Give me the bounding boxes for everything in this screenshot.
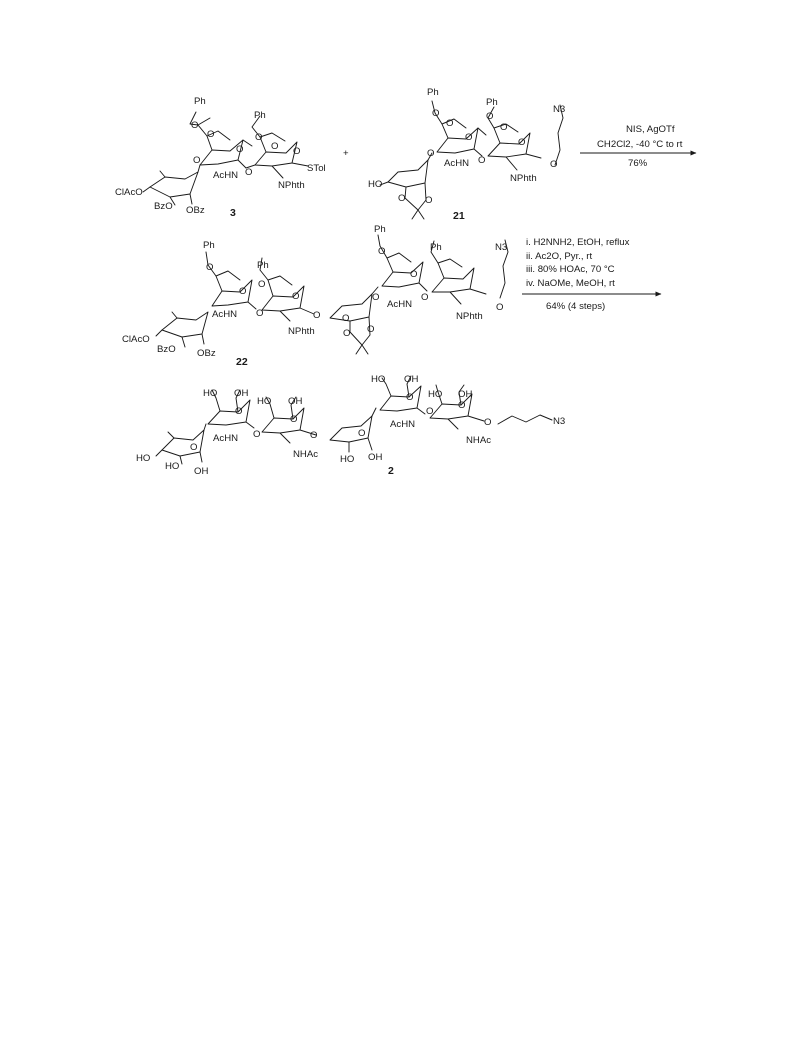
c22-label: Ph xyxy=(374,224,386,235)
step2-condition-3: iii. 80% HOAc, 70 °C xyxy=(526,264,615,275)
c2-label: O xyxy=(358,428,366,439)
c21-label: NPhth xyxy=(510,173,537,184)
c21-label: O xyxy=(550,159,558,170)
c3-label: O xyxy=(245,167,253,178)
c22-label: O xyxy=(421,292,429,303)
compound-2-number: 2 xyxy=(388,465,394,477)
c22-label: O xyxy=(378,246,386,257)
c3-label: ClAcO xyxy=(115,187,143,198)
c2-label: OH xyxy=(288,396,303,407)
c22-label: O xyxy=(292,291,300,302)
step1-solvent: CH2Cl2, -40 °C to rt xyxy=(597,139,683,150)
c2-label: OH xyxy=(404,374,419,385)
c22-label: Ph xyxy=(430,242,442,253)
compound-3-structure xyxy=(115,96,326,219)
plus-sign: + xyxy=(343,148,349,159)
compound-21-number: 21 xyxy=(453,210,465,222)
c2-label: O xyxy=(253,429,261,440)
c3-label: Ph xyxy=(194,96,206,107)
c21-label: O xyxy=(425,195,433,206)
c2-label: HO xyxy=(257,396,272,407)
c22-label: OBz xyxy=(197,348,216,359)
c2-label: HO xyxy=(203,388,218,399)
c2-label: HO xyxy=(340,454,355,465)
c21-label: O xyxy=(518,137,526,148)
c21-label: HO xyxy=(368,179,383,190)
c22-label: O xyxy=(410,269,418,280)
c3-label: AcHN xyxy=(213,170,239,181)
c22-label: NPhth xyxy=(456,311,483,322)
c22-label: Ph xyxy=(257,260,269,271)
c3-label: O xyxy=(193,155,201,166)
c2-label: AcHN xyxy=(213,433,239,444)
c22-label: N3 xyxy=(495,242,508,253)
compound-22-structure xyxy=(122,224,508,368)
c2-label: AcHN xyxy=(390,419,416,430)
c3-label: O xyxy=(255,132,263,143)
c3-label: O xyxy=(236,144,244,155)
c21-label: Ph xyxy=(427,87,439,98)
c2-label: O xyxy=(190,442,198,453)
c22-label: ClAcO xyxy=(122,334,150,345)
c3-label: O xyxy=(293,146,301,157)
reaction-step-2 xyxy=(522,237,661,312)
c3-label: O xyxy=(271,141,279,152)
c21-label: O xyxy=(446,118,454,129)
c3-label: BzO xyxy=(154,201,173,212)
compound-2-structure xyxy=(136,374,565,477)
c3-label: Ph xyxy=(254,110,266,121)
c2-label: HO xyxy=(371,374,386,385)
c22-label: O xyxy=(367,324,375,335)
c3-label: OBz xyxy=(186,205,205,216)
c22-label: O xyxy=(206,262,214,273)
c3-label: STol xyxy=(307,163,326,174)
c21-label: O xyxy=(427,148,435,159)
step1-reagents: NIS, AgOTf xyxy=(626,124,675,135)
c21-label: O xyxy=(486,111,494,122)
c22-label: AcHN xyxy=(387,299,413,310)
c22-label: O xyxy=(342,313,350,324)
step2-condition-1: i. H2NNH2, EtOH, reflux xyxy=(526,237,630,248)
c22-label: O xyxy=(343,328,351,339)
compound-21-structure xyxy=(368,87,565,222)
step2-yield: 64% (4 steps) xyxy=(546,301,606,312)
c22-label: Ph xyxy=(203,240,215,251)
c22-label: O xyxy=(372,292,380,303)
c2-label: HO xyxy=(165,461,180,472)
c2-label: HO xyxy=(136,453,151,464)
c22-label: AcHN xyxy=(212,309,238,320)
c2-label: NHAc xyxy=(293,449,319,460)
c2-label: O xyxy=(484,417,492,428)
c2-label: OH xyxy=(368,452,383,463)
c22-label: BzO xyxy=(157,344,176,355)
c2-label: NHAc xyxy=(466,435,492,446)
c21-label: O xyxy=(432,108,440,119)
step2-condition-2: ii. Ac2O, Pyr., rt xyxy=(526,251,593,262)
c2-label: O xyxy=(310,430,318,441)
c21-label: O xyxy=(465,132,473,143)
c2-label: O xyxy=(406,392,414,403)
c21-label: AcHN xyxy=(444,158,470,169)
c22-label: O xyxy=(256,308,264,319)
reaction-step-1 xyxy=(580,124,696,169)
c2-label: OH xyxy=(234,388,249,399)
c3-label: NPhth xyxy=(278,180,305,191)
c21-label: O xyxy=(478,155,486,166)
c21-label: O xyxy=(398,193,406,204)
c21-label: O xyxy=(500,122,508,133)
c22-label: NPhth xyxy=(288,326,315,337)
c21-label: N3 xyxy=(553,104,566,115)
c22-label: O xyxy=(258,279,266,290)
step1-yield: 76% xyxy=(628,158,648,169)
c2-label: O xyxy=(290,414,298,425)
c2-label: OH xyxy=(194,466,209,477)
c22-label: O xyxy=(239,286,247,297)
compound-22-number: 22 xyxy=(236,356,248,368)
c2-label: OH xyxy=(458,389,473,400)
c2-label: N3 xyxy=(553,416,566,427)
c3-label: O xyxy=(207,129,215,140)
c2-label: O xyxy=(458,400,466,411)
c2-label: O xyxy=(235,406,243,417)
compound-3-number: 3 xyxy=(230,207,236,219)
c22-label: O xyxy=(313,310,321,321)
c3-label: O xyxy=(191,120,199,131)
step2-condition-4: iv. NaOMe, MeOH, rt xyxy=(526,278,615,289)
c21-label: Ph xyxy=(486,97,498,108)
c2-label: O xyxy=(426,406,434,417)
c2-label: HO xyxy=(428,389,443,400)
c22-label: O xyxy=(496,302,504,313)
